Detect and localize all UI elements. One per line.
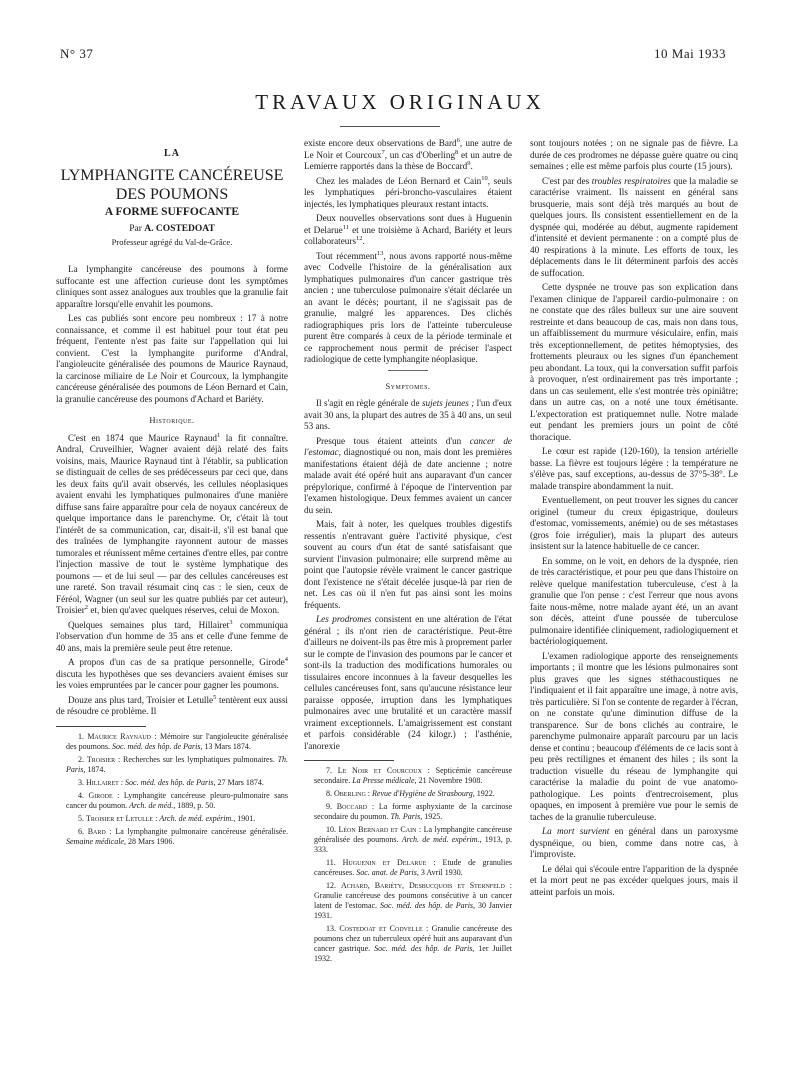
paragraph: Chez les malades de Léon Bernard et Cain$^{10}$, seuls les lymphatiques péri-broncho-vasculaires étaient injectés, les lymphatiques pleuraux restant intacts. — [304, 174, 513, 209]
author-name: A. COSTEDOAT — [144, 224, 215, 234]
footnote: 13. Costedoat et Codvelle : Granulie cancéreuse des poumons chez un tuberculeux opéré huit ans auparavant d'un cancer gastrique. Soc. méd. des hôp. de Paris, 1er Juillet 1932. — [314, 924, 512, 963]
article-title-la: LA — [164, 148, 180, 159]
paragraph: A propos d'un cas de sa pratique personnelle, Girode$^4$ discuta les hypothèses que ses devanciers avaient émises sur les voies empruntées par le cancer pour gagner les poumons. — [56, 655, 288, 690]
section-heading-symptomes: Symptomes. — [385, 380, 431, 391]
paragraph: Tout récemment$^{13}$, nous avons rapporté nous-même avec Codvelle l'histoire de la généralisation aux lymphatiques pulmonaires d'un cancer gastrique très ancien ; une tuberculose pulmonaire s'était déclarée un an avant le décès; pourtant, il ne s'agissait pas de granulie, malgré les apparences. Des clichés radiographiques pris lors de l'atteinte tuberculeuse purent être comparés à ceux de la période terminale et ce rapprochement nous permit de préciser l'aspect radiologique de cette lymphangite néoplasique. — [304, 249, 513, 364]
column-2 — [304, 138, 512, 967]
footnote: 10. Léon Bernard et Cain : La lymphangite cancéreuse généralisée des poumons. Arch. de méd. expérim., 1913, p. 333. — [314, 825, 513, 854]
paragraph: Douze ans plus tard, Troisier et Letulle$^5$ tentèrent eux aussi de résoudre ce problème. Il — [56, 693, 288, 716]
footnote: 3. Hillairet : Soc. méd. des hôp. de Paris, 27 Mars 1874. — [78, 777, 264, 787]
paragraph: Le délai qui s'écoule entre l'apparition de la dyspnée et la mort peut ne pas excéder quelques jours, mais il atteint parfois un mois. — [530, 863, 738, 897]
section-divider — [388, 370, 428, 371]
paragraph: Cette dyspnée ne trouve pas son explication dans l'examen clinique de l'appareil cardio-pulmonaire : on ne constate que des râles bulleux sur une aire souvent restreinte et dans beaucoup de cas, mais non dans tous, un affaiblissement du murmure vésiculaire, enfin, mais très exceptionnellement, de petites hémoptysies, des frottements pleuraux ou les signes d'un épanchement peu abondant. La toux, qui la conversation suffit parfois à provoquer, n'est ordinairement pas très importante ; dans un cas seulement, elle s'est montrée très opiniâtre; dans un autre cas, on a noté une toux émétisante. L'expectoration est pratiquemnet nulle. Notre malade eut pendant les premiers jours un point de côté thoracique. — [530, 282, 738, 442]
article-title-line1: LYMPHANGITE CANCÉREUSE — [60, 166, 284, 184]
footnote: 12. Achard, Bariéty, Desbucquois et Sternfeld : Granulie cancéreuse des poumons consécutive à un cancer latent de l'estomac. Soc. méd. des hôp. de Paris, 30 Janvier 1931. — [314, 881, 512, 920]
footnote: 8. Oberling : Revue d'Hygiène de Strasbourg, 1922. — [326, 789, 495, 798]
footnote: 5. Troisier et Letulle : Arch. de méd. expérim., 1901. — [78, 813, 256, 823]
footnote: 2. Troisier : Recherches sur les lymphatiques pulmonaires. Th. Paris, 1874. — [66, 754, 289, 774]
author-prefix: Par — [129, 224, 142, 234]
paragraph: L'examen radiologique apporte des renseignements importants ; il montre que les lésions pulmonaires sont plus graves que les signes stéthacoustiques ne l'indiquaient et il fait apparaître une image, à notre avis, très particulière. Si l'on se contente de regarder à l'écran, on ne constate qu'une diminution diffuse de la transparence. Sur de bons clichés au contraire, le parenchyme pulmonaire apparaît parcouru par un lacis dense et continu ; beaucoup d'éléments de ce lacis sont à peu près rectilignes et émanent des hiles ; ils sont la traduction visuelle du réseau de lymphangite qui caractérise la maladie du point de vue anatomo-pathologique. Les points d'entrecroisement, plus opaques, en imposent à première vue pour le semis de taches de la granulie tuberculeuse. — [530, 650, 738, 822]
paragraph: La lymphangite cancéreuse des poumons à forme suffocante est une affection curieuse dont les symptômes cliniques sont assez analogues aux troubles que la granulie fait apparaître lorsqu'elle envahit les poumons. — [56, 264, 288, 309]
footnote: 11. Huguenin et Delarue : Etude de granulies cancéreuses. Soc. anat. de Paris, 3 Avril 1930. — [314, 858, 512, 877]
article-author — [56, 224, 288, 236]
paragraph: C'est par des troubles respiratoires que la maladie se caractérise vraiment. Ils naissent en général sans brusquerie, mais sont déjà très marqués au bout de quelques jours. Ils consistent essentiellement en de la dyspnée qui, modérée au début, augmente rapidement d'intensité et devient permanente : on a compté plus de 40 respirations à la minute. Les efforts de toux, les déplacements dans le lit déterminent parfois des accès de suffocation. — [530, 175, 738, 278]
title-rule — [340, 126, 440, 127]
issue-date: 10 Mai 1933 — [654, 46, 726, 61]
paragraph: Le cœur est rapide (120-160), la tension artérielle basse. La fièvre est toujours légère : la température ne s'élève pas, sauf exceptions, au-dessus de 37°5-38°. Le malade transpire abondamment la nuit. — [530, 446, 738, 491]
paragraph: sont toujours notées ; on ne signale pas de fièvre. La durée de ces prodromes ne dépasse guère quatre ou cinq semaines ; elle est même parfois plus courte (15 jours). — [530, 138, 738, 171]
paragraph: Eventuellement, on peut trouver les signes du cancer originel (tumeur du creux épigastrique, douleurs d'estomac, vomissements, anémie) ou de ses métastases (gros foie irrégulier), mais la plupart des auteurs insistent sur la latence habituelle de ce cancer. — [530, 495, 738, 551]
column-3 — [530, 138, 738, 901]
paragraph: Deux nouvelles observations sont dues à Huguenin et Delarue$^{11}$ et une troisième à Achard, Bariéty et leurs collaborateurs$^{12}$. — [304, 213, 512, 246]
paragraph: Les prodromes consistent en une altération de l'état général ; ils n'ont rien de caractéristique. Peut-être d'ailleurs ne doivent-ils pas être mis à proprement parler sur le compte de l'invasion des poumons par le cancer et sont-ils la traduction des modifications humorales ou tissulaires encore inconnues à la faveur desquelles les cellules cancéreuses font, sans qu'aucune résistance leur paraisse opposée, irruption dans les lymphatiques pulmonaires avec une brutalité et un caractère massif vraiment exceptionnels. L'amaigrissement est constant et parfois considérable (24 kilogr.) ; l'asthénie, l'anorexie — [304, 614, 512, 751]
section-title: TRAVAUX ORIGINAUX — [255, 90, 545, 114]
paragraph: La mort survient en général dans un paroxysme dyspnéique, ou bien, comme dans notre cas, à l'improviste. — [530, 826, 738, 859]
footnote: 9. Boccard : La forme asphyxiante de la carcinose secondaire du poumon. Th. Paris, 1925. — [314, 802, 513, 821]
paragraph: Quelques semaines plus tard, Hillairet$^3$ communiqua l'observation d'un homme de 35 ans et celle d'une femme de 40 ans, mais la première seule peut être retenue. — [56, 618, 288, 653]
footnote: 6. Bard : La lymphangite pulmonaire cancéreuse généralisée. Semaine médicale, 28 Mars 1906. — [66, 826, 289, 846]
article-title-line2: DES POUMONS — [115, 185, 229, 203]
issue-number: N° 37 — [60, 46, 94, 61]
footnote: 4. Girode : Lymphangite cancéreuse pleuro-pulmonaire sans cancer du poumon. Arch. de méd., 1889, p. 50. — [66, 790, 288, 810]
footnote: 7. Le Noir et Courcoux : Septicémie cancéreuse secondaire. La Presse médicale, 21 Novembre 1908. — [314, 766, 512, 785]
article-subtitle: A FORME SUFFOCANTE — [104, 205, 240, 218]
footnote-rule — [56, 726, 146, 727]
paragraph: Mais, fait à noter, les quelques troubles digestifs ressentis n'entravant guère l'activité physique, c'est souvent au cours d'un état de santé satisfaisant que survient l'invasion pulmonaire; elle surprend même au point que l'autopsie révèle vraiment le cancer gastrique dont l'existence ne s'était décelée jusque-là par rien de net. Les cas où il n'en fut pas ainsi sont les moins fréquents. — [304, 519, 512, 610]
paragraph: Il s'agit en règle générale de sujets jeunes ; l'un d'eux avait 30 ans, la plupart des autres de 35 à 40 ans, un seul 53 ans. — [304, 398, 512, 431]
column-1 — [56, 138, 288, 850]
footnote: 1. Maurice Raynaud : Mémoire sur l'angioleucite généralisée des poumons. Soc. méd. des hôp. de Paris, 13 Mars 1874. — [66, 731, 289, 751]
footnote-rule — [304, 760, 394, 761]
paragraph: existe encore deux observations de Bard$^6$, une autre de Le Noir et Courcoux$^7$, un cas d'Oberling$^8$ et un autre de Lemierre rapportés dans la thèse de Boccard$^9$. — [304, 136, 512, 171]
paragraph: C'est en 1874 que Maurice Raynaud$^1$ la fit connaître. Andral, Cruveilhier, Wagner avaient déjà relaté des faits voisins, mais, Maurice Raynaud tint à l'établir, sa publication se distinguait de celles de ses prédécesseurs par ceci que, dans les deux faits qu'il avait observés, les cellules néoplasiques avaient envahi les lymphatiques pulmonaires d'une manière diffuse sans faire apparaître pour cela de noyaux cancéreux de quelque importance dans le parenchyme. Or, c'était là tout l'intérêt de sa communication, car, disait-il, s'il est banal que des traînées de lymphangite rayonnent autour de masses tumorales et réunissent même certaines d'entre elles, par contre l'injection massive de tout le système lymphatique des poumons — et de lui seul — par des cellules cancéreuses est une rareté. Son travail résumait cinq cas : le sien, ceux de Féréol, Wagner (un seul sur les quatre publiés par cet auteur), Troisier$^2$ et, bien qu'avec quelques réserves, celui de Moxon. — [56, 431, 289, 615]
paragraph: En somme, on le voit, en dehors de la dyspnée, rien de très caractéristique, et pour peu que dans l'histoire on relève quelque manifestation tuberculeuse, c'est à la granulie que l'on pense : c'est l'erreur que nous avons faite nous-même, notre malade ayant été, un an avant son décès, atteint d'une poussée de tuberculose pulmonaire identifiée cliniquement, radiologiquement et bactériologiquement. — [530, 555, 738, 646]
author-affiliation: Professeur agrégé du Val-de-Grâce. — [111, 236, 233, 247]
section-heading-historique: Historique. — [149, 415, 195, 425]
paragraph: Les cas publiés sont encore peu nombreux : 17 à notre connaissance, et comme il est habituel pour tout état peu fréquent, l'entente n'est pas faite sur l'appellation qui lui convient. C'est la lymphangite puriforme d'Andral, l'angioleucite généralisée des poumons de Maurice Raynaud, la carcinose miliaire de Le Noir et Courcoux, la lymphangite cancéreuse généralisée des poumons de Léon Bernard et Cain, la granulie cancéreuse des poumons d'Achard et Bariéty. — [56, 313, 288, 404]
paragraph: Presque tous étaient atteints d'un cancer de l'estomac, diagnostiqué ou non, mais dont les premières manifestations étaient déjà de date ancienne ; notre malade avait été opéré huit ans auparavant d'un cancer prépylorique, confirmé à l'époque de l'intervention par l'examen histologique. Deux femmes avaient un cancer du sein. — [304, 435, 512, 515]
